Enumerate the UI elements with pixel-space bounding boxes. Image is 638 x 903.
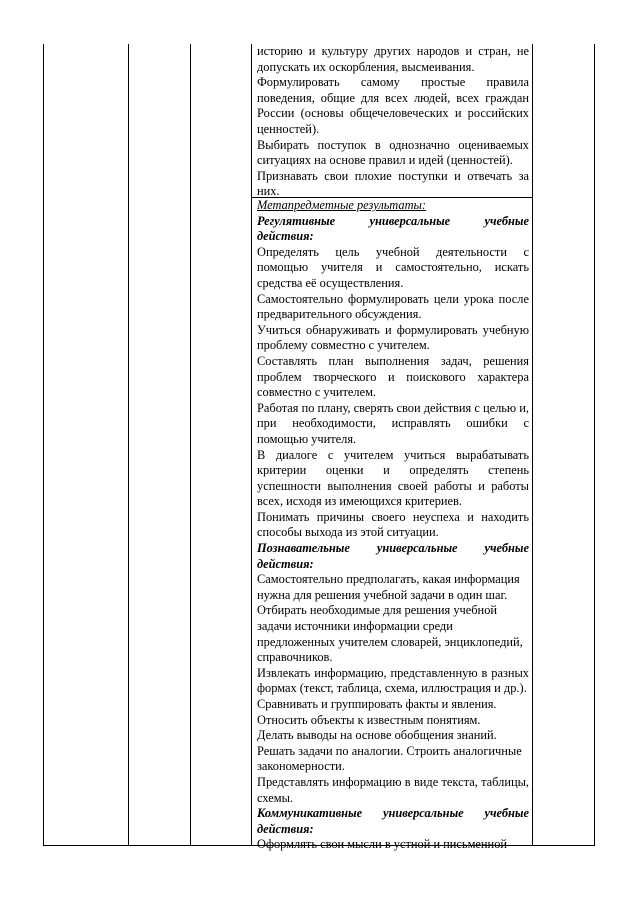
table-column-divider-2 (190, 44, 191, 845)
paragraph: Решать задачи по аналогии. Строить аналогичные закономерности. (257, 743, 522, 774)
paragraph: Формулировать самому простые правила поведения, общие для всех людей, всех граждан России (основы общечеловеческих и российских ценностей). (257, 75, 529, 136)
paragraph: Признавать свои плохие поступки и отвечать за них. (257, 168, 529, 199)
table-column-divider-3 (251, 44, 252, 845)
table-column-divider-1 (128, 44, 129, 845)
paragraph: Самостоятельно предполагать, какая информация нужна для решения учебной задачи в один шаг. (257, 572, 520, 602)
paragraph: Делать выводы на основе обобщения знаний. (257, 728, 497, 743)
paragraph: Отбирать необходимые для решения учебной задачи источники информации среди предложенных учителем словарей, энциклопедий, справочников. (257, 603, 523, 665)
paragraph: Понимать причины своего неуспеха и находить способы выхода из этой ситуации. (257, 509, 529, 540)
paragraph: Самостоятельно формулировать цели урока после предварительного обсуждения. (257, 291, 529, 322)
cognitive-heading: Познавательные универсальные учебные действия: (257, 541, 529, 571)
paragraph: Относить объекты к известным понятиям. (257, 712, 481, 727)
paragraph: Составлять план выполнения задач, решения проблем творческого и поискового характера совместно с учителем. (257, 353, 529, 400)
paragraph: Сравнивать и группировать факты и явления. (257, 697, 497, 711)
paragraph: Выбирать поступок в однозначно оцениваемых ситуациях на основе правил и идей (ценностей). (257, 137, 529, 168)
paragraph: Представлять информацию в виде текста, таблицы, схемы. (257, 774, 529, 805)
paragraph: Оформлять свои мысли в устной и письменной (257, 837, 508, 852)
meta-results-heading: Метапредметные результаты: (257, 198, 427, 212)
paragraph: Работая по плану, сверять свои действия с целью и, при необходимости, исправлять ошибки с помощью учителя. (257, 400, 529, 446)
table-column-divider-4 (532, 44, 533, 845)
paragraph: Определять цель учебной деятельности с помощью учителя и самостоятельно, искать средства её осуществления. (257, 244, 529, 290)
paragraph: историю и культуру других народов и стран, не допускать их оскорбления, высмеивания. (257, 44, 529, 74)
table-border-right (594, 44, 595, 845)
regulative-heading: Регулятивные универсальные учебные действия: (257, 213, 529, 244)
cell-meta-subject-results (257, 198, 529, 853)
paragraph: В диалоге с учителем учиться вырабатывать критерии оценки и определять степень успешности выполнения своей работы и работы всех, исходя из имеющихся критериев. (257, 447, 529, 509)
communicative-heading: Коммуникативные универсальные учебные действия: (257, 806, 529, 836)
paragraph: Учиться обнаруживать и формулировать учебную проблему совместно с учителем. (257, 322, 529, 353)
paragraph: Извлекать информацию, представленную в разных формах (текст, таблица, схема, иллюстрация и др.). (257, 665, 529, 696)
table-border-left (43, 44, 44, 845)
cell-personal-results (257, 44, 529, 200)
